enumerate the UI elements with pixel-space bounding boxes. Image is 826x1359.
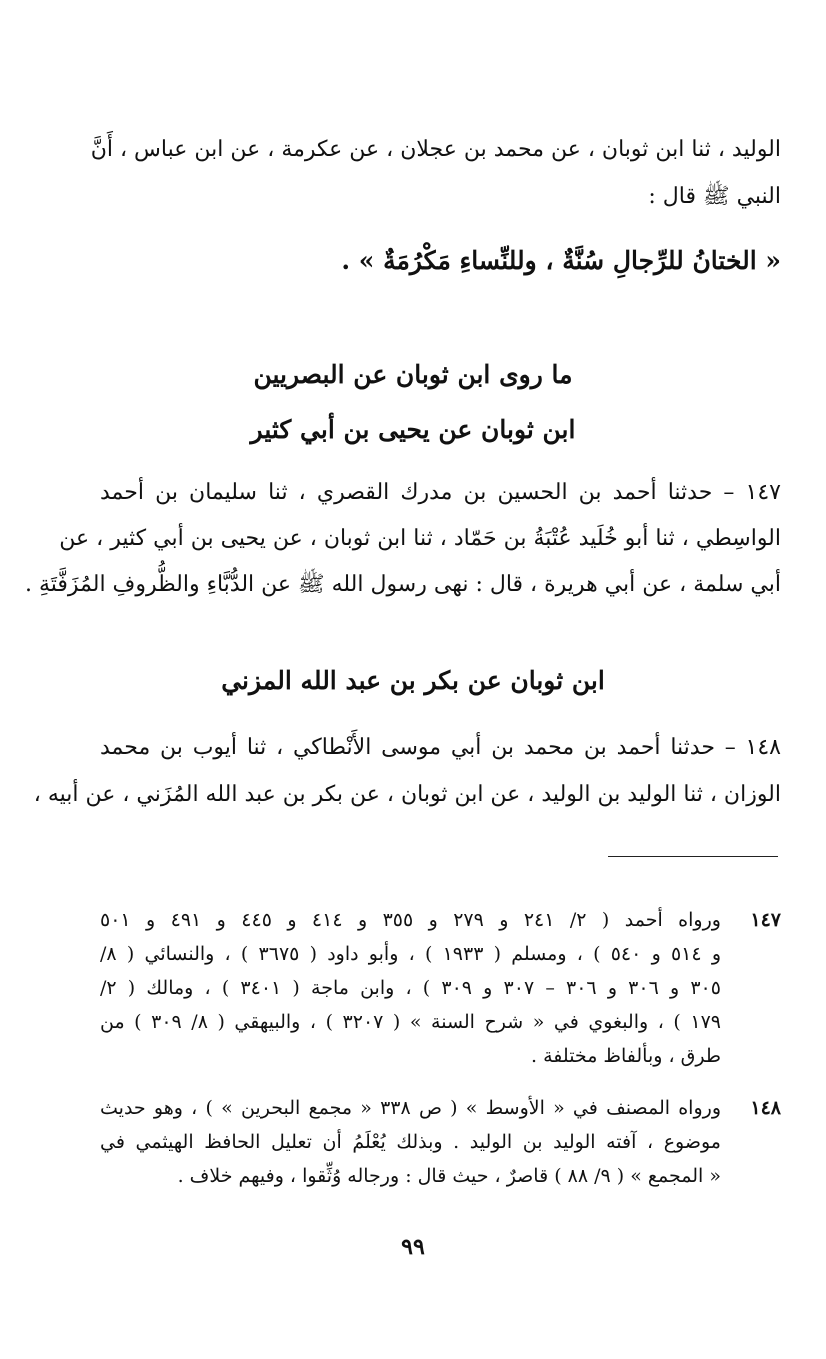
hadith-quote: « الختانُ للرِّجالِ سُنَّةٌ ، وللنِّساءِ مَكْرُمَةٌ » .: [341, 246, 781, 275]
footnote-147-line-1: ورواه أحمد ( ٢/ ٢٤١ و ٢٧٩ و ٣٥٥ و ٤١٤ و ٤٤٥ و ٤٩١ و ٥٠١: [100, 909, 721, 931]
footnote-147-number: ١٤٧: [750, 909, 781, 931]
footnote-148-line-1: ورواه المصنف في « الأوسط » ( ص ٣٣٨ « مجمع البحرين » ) ، وهو حديث: [100, 1097, 721, 1119]
intro-line-1: الوليد ، ثنا ابن ثوبان ، عن محمد بن عجلان ، عن عكرمة ، عن ابن عباس ، أَنَّ: [90, 137, 781, 162]
hadith-147-line-2: الواسِطي ، ثنا أبو خُلَيد عُتْبَةُ بن حَمّاد ، ثنا ابن ثوبان ، عن يحيى بن أبي كثير ، عن: [59, 526, 781, 551]
footnote-148-line-3: « المجمع » ( ٩/ ٨٨ ) قاصرٌ ، حيث قال : ورجاله وُثِّقوا ، وفيهم خلاف .: [177, 1165, 721, 1187]
footnote-147-line-2: و ٥١٤ و ٥٤٠ ) ، ومسلم ( ١٩٣٣ ) ، وأبو داود ( ٣٦٧٥ ) ، والنسائي ( ٨/: [100, 943, 721, 965]
hadith-147-line-1: ١٤٧ – حدثنا أحمد بن الحسين بن مدرك القصري ، ثنا سليمان بن أحمد: [100, 480, 781, 505]
footnote-148-number: ١٤٨: [750, 1097, 781, 1119]
intro-line-2: النبي ﷺ قال :: [648, 184, 781, 209]
footnote-147-line-4: ١٧٩ ) ، والبغوي في « شرح السنة » ( ٣٢٠٧ ) ، والبيهقي ( ٨/ ٣٠٩ ) من: [100, 1011, 721, 1033]
hadith-147-line-3: أبي سلمة ، عن أبي هريرة ، قال : نهى رسول الله ﷺ عن الدُّبَّاءِ والظُّروفِ المُزَفَّتَةِ .: [24, 572, 781, 597]
footnote-147-line-3: ٣٠٥ و ٣٠٦ و ٣٠٦ – ٣٠٧ و ٣٠٩ ) ، وابن ماجة ( ٣٤٠١ ) ، ومالك ( ٢/: [100, 977, 721, 999]
footnote-148-line-2: موضوع ، آفته الوليد بن الوليد . وبذلك يُعْلَمُ أن تعليل الحافظ الهيثمي في: [100, 1131, 721, 1153]
subsection-title-yahya: ابن ثوبان عن يحيى بن أبي كثير: [250, 415, 576, 444]
hadith-148-line-1: ١٤٨ – حدثنا أحمد بن محمد بن أبي موسى الأَنْطاكي ، ثنا أيوب بن محمد: [100, 735, 781, 760]
hadith-148-line-2: الوزان ، ثنا الوليد بن الوليد ، عن ابن ثوبان ، عن بكر بن عبد الله المُزَني ، عن أبيه ،: [33, 782, 781, 807]
footnote-147-line-5: طرق ، وبألفاظ مختلفة .: [531, 1045, 721, 1067]
footnote-separator: [608, 856, 778, 857]
section-title: ما روى ابن ثوبان عن البصريين: [253, 360, 573, 389]
page-number: ٩٩: [401, 1234, 425, 1260]
subsection-title-bakr: ابن ثوبان عن بكر بن عبد الله المزني: [221, 666, 605, 695]
